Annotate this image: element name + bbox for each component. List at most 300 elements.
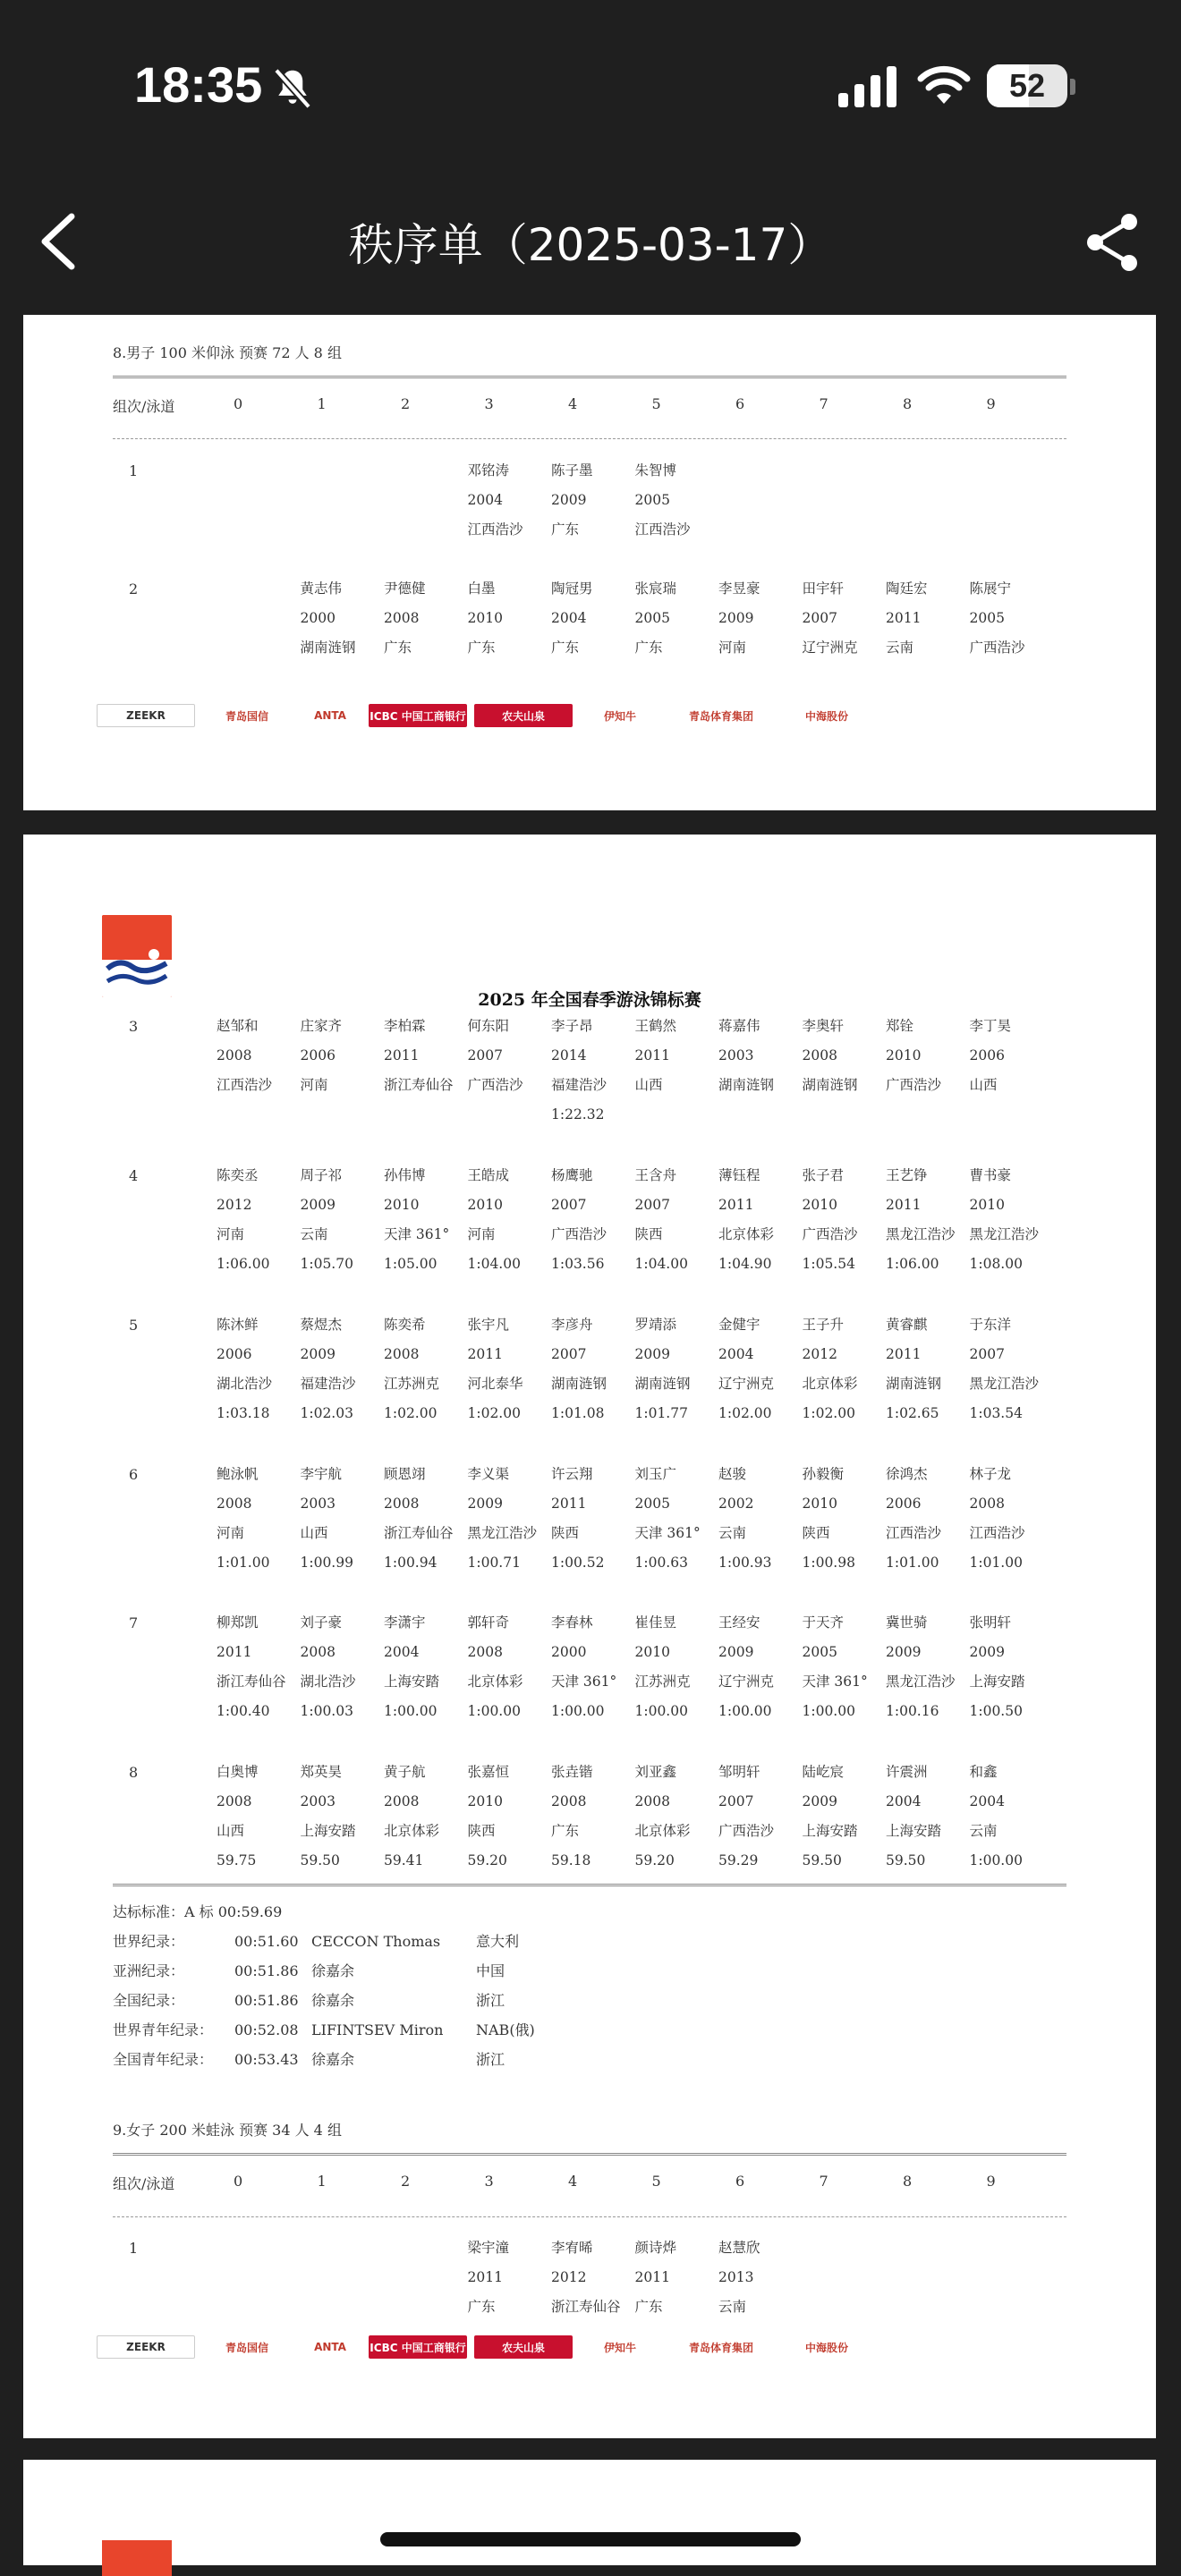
team: 湖南涟钢 — [886, 1376, 942, 1392]
swimmer-name: 赵邹和 — [217, 1018, 259, 1034]
status-time: 18:35 — [134, 56, 263, 113]
birth-year: 2007 — [718, 1793, 754, 1809]
swimmer-name: 王皓成 — [467, 1167, 510, 1183]
swimmer-name: 鲍泳帆 — [217, 1466, 259, 1482]
swimmer-name: 李春林 — [551, 1614, 593, 1631]
swimmer-name: 颜诗烨 — [634, 2240, 677, 2256]
team: 江西浩沙 — [886, 1525, 942, 1541]
record-holder: CECCON Thomas — [311, 1933, 441, 1950]
team: 北京体彩 — [718, 1226, 775, 1242]
team: 广东 — [551, 521, 580, 538]
birth-year: 2008 — [300, 1644, 336, 1660]
birth-year: 2009 — [300, 1346, 336, 1362]
team: 福建浩沙 — [300, 1376, 356, 1392]
swimmer-name: 李潇宇 — [384, 1614, 426, 1631]
team: 陕西 — [551, 1525, 580, 1541]
birth-year: 2011 — [467, 1346, 503, 1362]
team: 江西浩沙 — [969, 1525, 1025, 1541]
nav-bar — [0, 179, 1181, 313]
swimmer-name: 邓铭涛 — [467, 462, 510, 479]
cellular-signal-icon — [837, 64, 899, 109]
team: 上海安踏 — [886, 1823, 942, 1839]
birth-year: 2014 — [551, 1047, 587, 1063]
swimmer-name: 梁宇潼 — [467, 2240, 510, 2256]
birth-year: 2008 — [802, 1047, 837, 1063]
entry-time: 1:01.00 — [886, 1555, 939, 1571]
swimmer-name: 郭轩奇 — [467, 1614, 510, 1631]
battery-level: 52 — [1008, 67, 1046, 104]
entry-time: 1:02.00 — [802, 1405, 855, 1421]
entry-time: 59.18 — [551, 1852, 591, 1868]
team: 天津 361° — [634, 1525, 701, 1541]
sponsor-logo: 青岛体育集团 — [667, 704, 775, 727]
swimmer-name: 李彦舟 — [551, 1317, 593, 1333]
sponsor-logo: 中海股份 — [782, 2335, 871, 2359]
swimmer-name: 张嘉恒 — [467, 1764, 510, 1780]
birth-year: 2008 — [384, 1346, 420, 1362]
lane-number-4: 4 — [568, 2173, 578, 2190]
swimmer-name: 张垚锴 — [551, 1764, 593, 1780]
entry-time: 1:00.00 — [634, 1703, 688, 1719]
team: 河南 — [467, 1226, 496, 1242]
team: 浙江寿仙谷 — [217, 1674, 286, 1690]
team: 云南 — [886, 640, 914, 656]
sponsor-logo: 青岛体育集团 — [667, 2335, 775, 2359]
birth-year: 2013 — [718, 2269, 754, 2285]
home-indicator[interactable] — [380, 2532, 801, 2546]
team: 云南 — [969, 1823, 998, 1839]
birth-year: 2006 — [300, 1047, 336, 1063]
entry-time: 59.41 — [384, 1852, 424, 1868]
swimmer-name: 孙毅衡 — [802, 1466, 845, 1482]
birth-year: 2008 — [384, 1793, 420, 1809]
sponsor-logo: 农夫山泉 — [474, 704, 573, 727]
birth-year: 2011 — [886, 1197, 922, 1213]
team: 陕西 — [634, 1226, 663, 1242]
birth-year: 2007 — [551, 1197, 587, 1213]
swimmer-name: 陆屹宸 — [802, 1764, 845, 1780]
record-time: 00:51.86 — [234, 1962, 299, 1979]
entry-time: 1:00.00 — [384, 1703, 438, 1719]
birth-year: 2010 — [467, 1793, 503, 1809]
team: 广东 — [551, 1823, 580, 1839]
entry-time: 59.75 — [217, 1852, 257, 1868]
sponsor-logo: ANTA — [299, 704, 361, 727]
team: 辽宁洲克 — [718, 1674, 775, 1690]
swimmer-name: 尹德健 — [384, 580, 426, 597]
swimmer-name: 李丁昊 — [969, 1018, 1012, 1034]
record-label: 世界纪录： — [113, 1933, 185, 1950]
lane-header-label: 组次/泳道 — [113, 398, 175, 415]
team: 广西浩沙 — [467, 1077, 523, 1093]
lane-number-5: 5 — [651, 395, 661, 412]
competition-title: 2025 年全国春季游泳锦标赛 — [478, 990, 701, 1010]
group-number: 8 — [129, 1764, 139, 1781]
birth-year: 2010 — [467, 1197, 503, 1213]
lane-number-0: 0 — [234, 2173, 243, 2190]
swimmer-name: 李宥晞 — [551, 2240, 593, 2256]
birth-year: 2011 — [886, 610, 922, 626]
team: 北京体彩 — [802, 1376, 858, 1392]
birth-year: 2003 — [300, 1793, 336, 1809]
team: 天津 361° — [802, 1674, 868, 1690]
team: 湖南涟钢 — [634, 1376, 691, 1392]
team: 广东 — [384, 640, 412, 656]
swimmer-name: 王艺铮 — [886, 1167, 928, 1183]
swimmer-name: 李奥轩 — [802, 1018, 845, 1034]
birth-year: 2008 — [384, 1496, 420, 1512]
swimmer-name: 郑英昊 — [300, 1764, 343, 1780]
event-heading: 8.男子 100 米仰泳 预赛 72 人 8 组 — [113, 344, 342, 361]
swimmer-name: 庄家齐 — [300, 1018, 343, 1034]
record-nation: 中国 — [476, 1962, 506, 1979]
team: 北京体彩 — [467, 1674, 523, 1690]
birth-year: 2004 — [467, 492, 503, 508]
lane-number-1: 1 — [317, 2173, 327, 2190]
team: 北京体彩 — [634, 1823, 691, 1839]
swimmer-name: 黄子航 — [384, 1764, 426, 1780]
swimmer-name: 陈奕希 — [384, 1317, 426, 1333]
swimmer-name: 刘玉广 — [634, 1466, 677, 1482]
team: 黑龙江浩沙 — [467, 1525, 538, 1541]
swimmer-name: 郑铨 — [886, 1018, 914, 1034]
team: 辽宁洲克 — [718, 1376, 775, 1392]
entry-time: 1:00.63 — [634, 1555, 688, 1571]
swimmer-name: 陈子墨 — [551, 462, 593, 479]
team: 浙江寿仙谷 — [384, 1077, 454, 1093]
group-number: 4 — [129, 1167, 139, 1184]
entry-time: 59.50 — [802, 1852, 842, 1868]
sponsor-logo: ZEEKR — [97, 704, 195, 727]
birth-year: 2010 — [802, 1197, 837, 1213]
bell-muted-icon — [268, 64, 317, 113]
entry-time: 1:00.16 — [886, 1703, 939, 1719]
group-number: 6 — [129, 1466, 139, 1483]
team: 黑龙江浩沙 — [969, 1226, 1040, 1242]
team: 广东 — [467, 640, 496, 656]
team: 上海安踏 — [384, 1674, 440, 1690]
swimmer-name: 陶廷宏 — [886, 580, 928, 597]
status-bar — [0, 0, 1181, 179]
record-time: 00:51.60 — [234, 1933, 299, 1950]
entry-time: 1:04.00 — [467, 1256, 521, 1272]
swimmer-name: 孙伟博 — [384, 1167, 426, 1183]
birth-year: 2010 — [634, 1644, 670, 1660]
birth-year: 2009 — [300, 1197, 336, 1213]
swimmer-name: 杨鹰驰 — [551, 1167, 593, 1183]
entry-time: 1:00.99 — [300, 1555, 353, 1571]
group-number: 1 — [129, 462, 139, 479]
swimmer-name: 于东洋 — [969, 1317, 1012, 1333]
team: 浙江寿仙谷 — [551, 2299, 621, 2315]
swimmer-name: 邹明轩 — [718, 1764, 760, 1780]
team: 河北泰华 — [467, 1376, 523, 1392]
lane-number-2: 2 — [401, 2173, 411, 2190]
entry-time: 1:01.00 — [217, 1555, 270, 1571]
entry-time: 1:00.52 — [551, 1555, 605, 1571]
record-label: 亚洲纪录： — [113, 1962, 185, 1979]
entry-time: 1:00.00 — [718, 1703, 772, 1719]
wifi-icon — [917, 63, 971, 107]
record-label: 全国纪录： — [113, 1992, 185, 2009]
sponsor-logo: ICBC 中国工商银行 — [369, 704, 467, 727]
birth-year: 2008 — [217, 1793, 252, 1809]
lane-number-5: 5 — [651, 2173, 661, 2190]
document-page-2[interactable] — [23, 835, 1156, 2438]
birth-year: 2008 — [217, 1047, 252, 1063]
swimmer-name: 李宇航 — [300, 1466, 343, 1482]
birth-year: 2005 — [802, 1644, 837, 1660]
swimmer-name: 李柏霖 — [384, 1018, 426, 1034]
lane-number-8: 8 — [903, 2173, 913, 2190]
swimmer-name: 林子龙 — [969, 1466, 1012, 1482]
record-holder: 徐嘉余 — [311, 2051, 355, 2068]
sponsor-logo: 农夫山泉 — [474, 2335, 573, 2359]
birth-year: 2009 — [718, 1644, 754, 1660]
swimmer-name: 陶冠男 — [551, 580, 593, 597]
birth-year: 2011 — [634, 2269, 670, 2285]
team: 河南 — [300, 1077, 328, 1093]
sponsor-logo: 青岛国信 — [202, 2335, 292, 2359]
birth-year: 2008 — [634, 1793, 670, 1809]
swimmer-name: 金健宇 — [718, 1317, 760, 1333]
team: 广西浩沙 — [886, 1077, 942, 1093]
team: 湖北浩沙 — [300, 1674, 356, 1690]
sponsor-logo: 伊知牛 — [580, 704, 660, 727]
event-heading-9: 9.女子 200 米蛙泳 预赛 34 人 4 组 — [113, 2122, 342, 2139]
qualifying-standard: 达标标准：A 标 00:59.69 — [113, 1903, 283, 1920]
sponsor-logo: 伊知牛 — [580, 2335, 660, 2359]
birth-year: 2000 — [551, 1644, 587, 1660]
swimmer-name: 陈奕丞 — [217, 1167, 259, 1183]
lane-number-2: 2 — [401, 395, 411, 412]
entry-time: 1:03.54 — [969, 1405, 1023, 1421]
team: 河南 — [217, 1525, 245, 1541]
team: 广西浩沙 — [802, 1226, 858, 1242]
birth-year: 2007 — [802, 610, 837, 626]
group-number: 5 — [129, 1317, 139, 1334]
team: 湖南涟钢 — [551, 1376, 607, 1392]
team: 广西浩沙 — [551, 1226, 607, 1242]
entry-time: 1:01.77 — [634, 1405, 688, 1421]
record-time: 00:52.08 — [234, 2021, 299, 2038]
entry-time: 1:05.00 — [384, 1256, 438, 1272]
entry-time: 1:02.03 — [300, 1405, 353, 1421]
swimmer-name: 张明轩 — [969, 1614, 1012, 1631]
swimmer-name: 李昱豪 — [718, 580, 760, 597]
group-number: 7 — [129, 1614, 139, 1631]
birth-year: 2008 — [969, 1496, 1005, 1512]
team: 广东 — [634, 640, 663, 656]
birth-year: 2004 — [886, 1793, 922, 1809]
birth-year: 2011 — [384, 1047, 420, 1063]
birth-year: 2012 — [217, 1197, 252, 1213]
swimmer-name: 许云翔 — [551, 1466, 593, 1482]
record-label: 全国青年纪录： — [113, 2051, 214, 2068]
group-number: 2 — [129, 580, 139, 597]
entry-time: 1:02.65 — [886, 1405, 939, 1421]
birth-year: 2008 — [467, 1644, 503, 1660]
group-number: 3 — [129, 1018, 139, 1035]
birth-year: 2011 — [634, 1047, 670, 1063]
team: 广西浩沙 — [969, 640, 1025, 656]
lane-number-9: 9 — [986, 2173, 996, 2190]
birth-year: 2009 — [718, 610, 754, 626]
birth-year: 2007 — [634, 1197, 670, 1213]
sponsor-bar — [97, 701, 920, 730]
birth-year: 2009 — [467, 1496, 503, 1512]
lane-number-6: 6 — [735, 2173, 745, 2190]
swimmer-name: 王子升 — [802, 1317, 845, 1333]
team: 云南 — [300, 1226, 328, 1242]
entry-time: 1:00.00 — [467, 1703, 521, 1719]
swimmer-name: 王经安 — [718, 1614, 760, 1631]
sponsor-logo: 中海股份 — [782, 704, 871, 727]
championship-logo-3 — [102, 2540, 172, 2576]
record-label: 世界青年纪录： — [113, 2021, 214, 2038]
birth-year: 2009 — [634, 1346, 670, 1362]
swimmer-name: 何东阳 — [467, 1018, 510, 1034]
page-title: 秩序单（2025-03-17） — [348, 219, 833, 271]
entry-time: 1:00.94 — [384, 1555, 438, 1571]
birth-year: 2010 — [969, 1197, 1005, 1213]
birth-year: 2003 — [718, 1047, 754, 1063]
sponsor-logo: 青岛国信 — [202, 704, 292, 727]
swimmer-name: 蔡煜杰 — [300, 1317, 343, 1333]
entry-time: 1:03.56 — [551, 1256, 605, 1272]
birth-year: 2004 — [551, 610, 587, 626]
swimmer-name: 白奥博 — [217, 1764, 259, 1780]
team: 天津 361° — [551, 1674, 617, 1690]
team: 陕西 — [467, 1823, 496, 1839]
record-time: 00:53.43 — [234, 2051, 299, 2068]
team: 黑龙江浩沙 — [886, 1226, 956, 1242]
swimmer-name: 张子君 — [802, 1167, 845, 1183]
birth-year: 2011 — [217, 1644, 252, 1660]
document-page-3[interactable] — [23, 2460, 1156, 2565]
birth-year: 2009 — [802, 1793, 837, 1809]
team: 黑龙江浩沙 — [886, 1674, 956, 1690]
birth-year: 2005 — [634, 1496, 670, 1512]
team: 广东 — [467, 2299, 496, 2315]
entry-time: 1:02.00 — [718, 1405, 772, 1421]
birth-year: 2011 — [467, 2269, 503, 2285]
team: 山西 — [217, 1823, 245, 1839]
sponsor-logo: ICBC 中国工商银行 — [369, 2335, 467, 2359]
team: 山西 — [969, 1077, 998, 1093]
entry-time: 1:04.00 — [634, 1256, 688, 1272]
team: 湖南涟钢 — [300, 640, 356, 656]
championship-logo — [102, 915, 172, 997]
team: 江苏洲克 — [634, 1674, 691, 1690]
record-nation: 浙江 — [476, 1992, 506, 2009]
record-nation: NAB(俄) — [476, 2021, 535, 2038]
swimmer-name: 黄睿麒 — [886, 1317, 928, 1333]
lane-header-label-9: 组次/泳道 — [113, 2175, 175, 2192]
entry-time: 1:00.00 — [551, 1703, 605, 1719]
record-nation: 浙江 — [476, 2051, 506, 2068]
birth-year: 2011 — [551, 1496, 587, 1512]
entry-time: 1:02.00 — [467, 1405, 521, 1421]
record-holder: 徐嘉余 — [311, 1962, 355, 1979]
birth-year: 2004 — [384, 1644, 420, 1660]
swimmer-name: 陈沐鲜 — [217, 1317, 259, 1333]
birth-year: 2009 — [969, 1644, 1005, 1660]
birth-year: 2012 — [551, 2269, 587, 2285]
record-time: 00:51.86 — [234, 1992, 299, 2009]
birth-year: 2009 — [551, 492, 587, 508]
birth-year: 2010 — [384, 1197, 420, 1213]
swimmer-name: 许震洲 — [886, 1764, 928, 1780]
birth-year: 2007 — [551, 1346, 587, 1362]
swimmer-name: 王含舟 — [634, 1167, 677, 1183]
birth-year: 2005 — [634, 610, 670, 626]
team: 上海安踏 — [802, 1823, 858, 1839]
lane-number-3: 3 — [484, 395, 494, 412]
birth-year: 2000 — [300, 610, 336, 626]
entry-time: 1:05.54 — [802, 1256, 855, 1272]
swimmer-name: 白墨 — [467, 580, 496, 597]
team: 云南 — [718, 1525, 747, 1541]
entry-time: 59.20 — [467, 1852, 507, 1868]
team: 江西浩沙 — [634, 521, 691, 538]
lane-number-7: 7 — [819, 2173, 828, 2190]
entry-time: 1:08.00 — [969, 1256, 1023, 1272]
record-holder: LIFINTSEV Miron — [311, 2021, 444, 2038]
team: 江西浩沙 — [217, 1077, 273, 1093]
entry-time: 1:02.00 — [384, 1405, 438, 1421]
record-nation: 意大利 — [476, 1933, 520, 1950]
birth-year: 2007 — [467, 1047, 503, 1063]
battery-indicator — [987, 64, 1067, 107]
team: 河南 — [718, 640, 747, 656]
team: 北京体彩 — [384, 1823, 440, 1839]
share-icon[interactable] — [1083, 211, 1145, 274]
entry-time: 1:01.00 — [969, 1555, 1023, 1571]
entry-time: 1:04.90 — [718, 1256, 772, 1272]
team: 山西 — [300, 1525, 328, 1541]
document-page-1[interactable] — [23, 315, 1156, 810]
lane-number-6: 6 — [735, 395, 745, 412]
lane-number-3: 3 — [484, 2173, 494, 2190]
lane-number-1: 1 — [317, 395, 327, 412]
sponsor-logo: ANTA — [299, 2335, 361, 2359]
group-number: 1 — [129, 2240, 139, 2257]
team: 河南 — [217, 1226, 245, 1242]
team: 湖北浩沙 — [217, 1376, 273, 1392]
record-holder: 徐嘉余 — [311, 1992, 355, 2009]
entry-time: 59.29 — [718, 1852, 759, 1868]
birth-year: 2008 — [551, 1793, 587, 1809]
swimmer-name: 王鹤然 — [634, 1018, 677, 1034]
birth-year: 2009 — [886, 1644, 922, 1660]
swimmer-name: 蒋嘉伟 — [718, 1018, 760, 1034]
birth-year: 2006 — [886, 1496, 922, 1512]
swimmer-name: 朱智博 — [634, 462, 677, 479]
team: 云南 — [718, 2299, 747, 2315]
birth-year: 2003 — [300, 1496, 336, 1512]
swimmer-name: 徐鸿杰 — [886, 1466, 928, 1482]
team: 陕西 — [802, 1525, 830, 1541]
birth-year: 2010 — [886, 1047, 922, 1063]
swimmer-name: 李义渠 — [467, 1466, 510, 1482]
team: 浙江寿仙谷 — [384, 1525, 454, 1541]
birth-year: 2005 — [969, 610, 1005, 626]
swimmer-name: 陈展宁 — [969, 580, 1012, 597]
swimmer-name: 赵骏 — [718, 1466, 747, 1482]
birth-year: 2002 — [718, 1496, 754, 1512]
team: 广东 — [634, 2299, 663, 2315]
